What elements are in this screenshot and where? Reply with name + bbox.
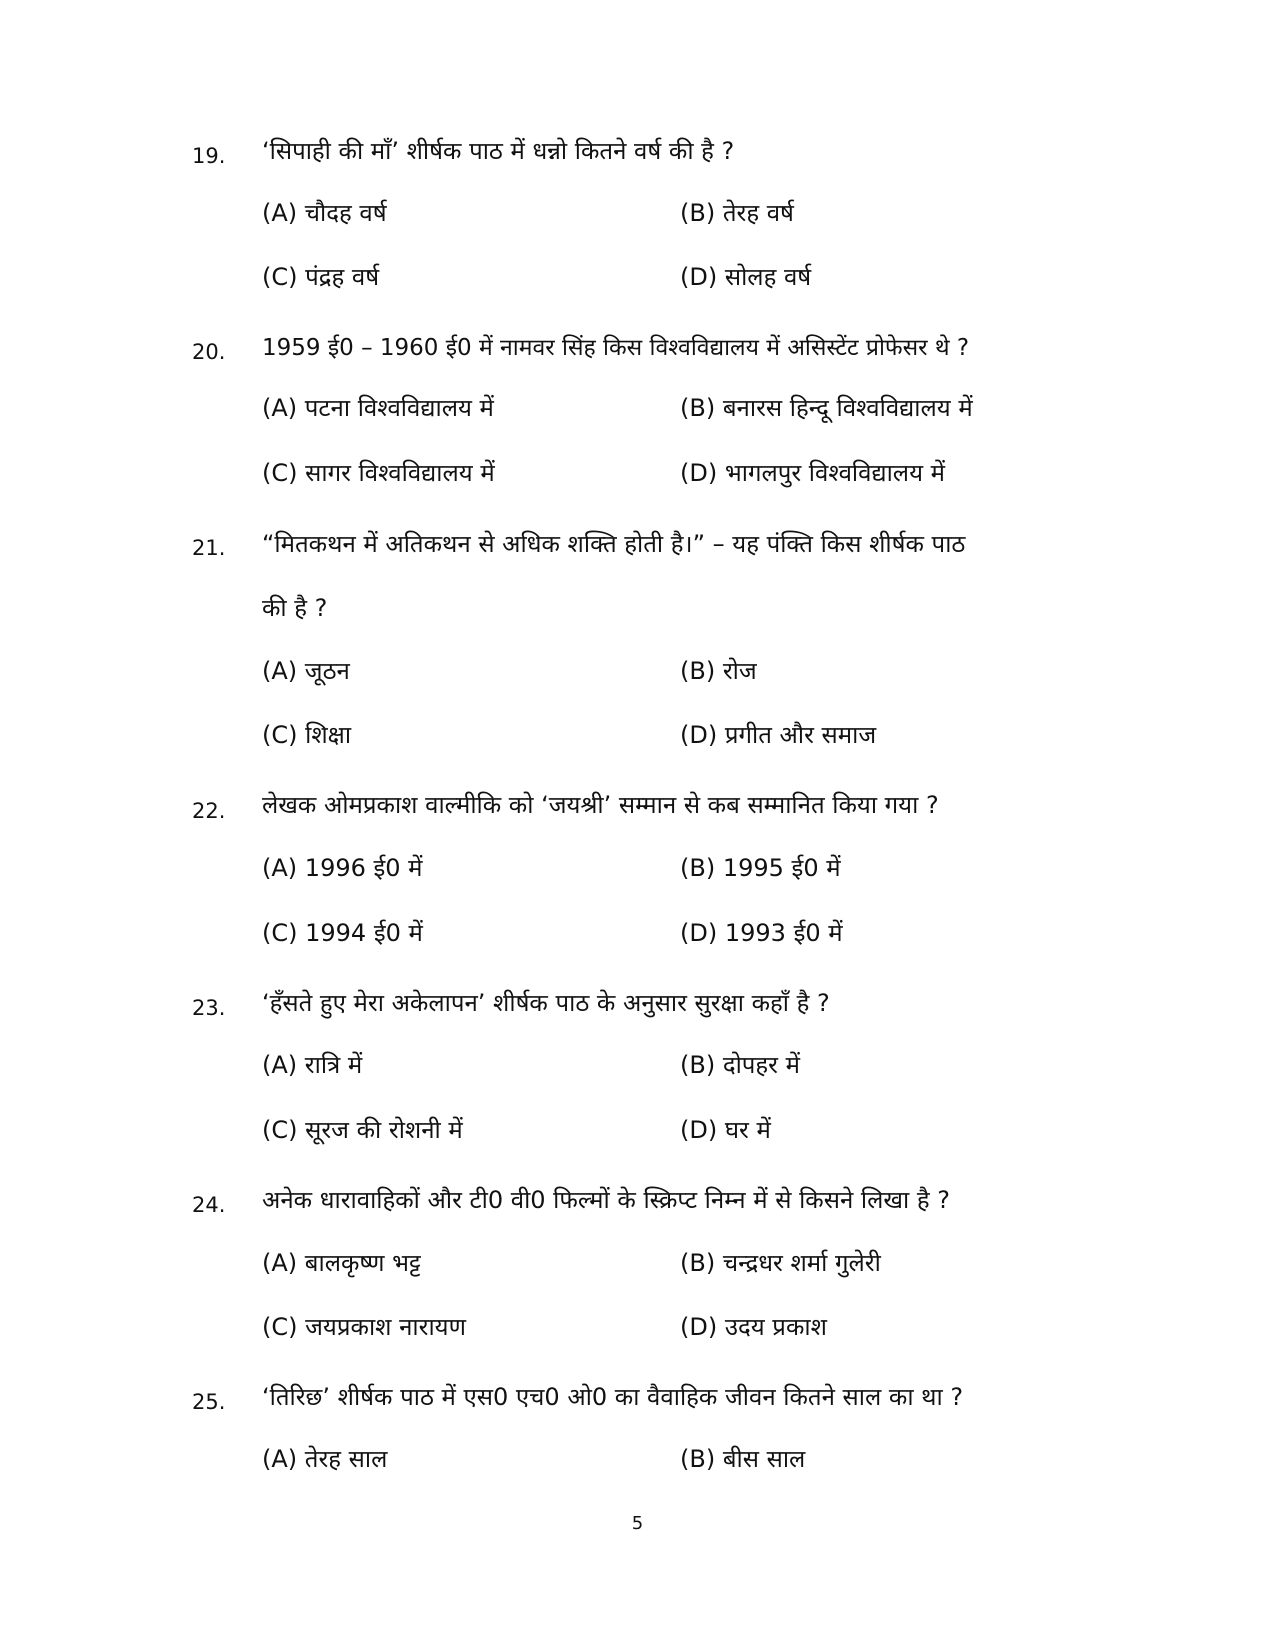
option-label: (D) [680, 1313, 718, 1341]
option-b [680, 1050, 800, 1080]
option-text: चौदह वर्ष [304, 199, 387, 227]
option-text: घर में [724, 1116, 771, 1144]
option-label: (B) [680, 657, 716, 685]
option-text: सागर विश्वविद्यालय में [305, 459, 495, 487]
question-number: 22. [192, 799, 226, 823]
option-text: सोलह वर्ष [724, 263, 812, 291]
option-a [262, 853, 423, 883]
option-label: (C) [262, 919, 298, 947]
option-label: (A) [262, 1051, 298, 1079]
option-label: (B) [680, 1249, 716, 1277]
option-label: (A) [262, 854, 298, 882]
option-d [680, 918, 843, 948]
option-text: चन्द्रधर शर्मा गुलेरी [722, 1249, 881, 1277]
option-text: 1995 ई0 में [722, 854, 841, 882]
question-text: ‘सिपाही की माँ’ शीर्षक पाठ में धन्नो कितने वर्ष की है ? [262, 137, 735, 165]
option-label: (C) [262, 1116, 298, 1144]
option-text: बनारस हिन्दू विश्वविद्यालय में [722, 394, 973, 422]
option-b [680, 1444, 805, 1474]
option-text: रात्रि में [304, 1051, 363, 1079]
option-d [680, 1115, 771, 1145]
option-text: बालकृष्ण भट्ट [304, 1249, 421, 1277]
question-number: 19. [192, 144, 226, 168]
option-text: 1994 ई0 में [305, 919, 423, 947]
question-text: 1959 ई0 – 1960 ई0 में नामवर सिंह किस विश्वविद्यालय में असिस्टेंट प्रोफेसर थे ? [262, 335, 970, 361]
option-text: जयप्रकाश नारायण [305, 1313, 466, 1341]
option-text: पंद्रह वर्ष [305, 263, 380, 291]
option-a [262, 1248, 421, 1278]
option-b [680, 1248, 881, 1278]
option-d [680, 262, 811, 292]
option-text: शिक्षा [305, 721, 352, 749]
option-text: तेरह साल [304, 1445, 388, 1473]
option-b [680, 853, 841, 883]
option-a [262, 1444, 387, 1474]
option-c [262, 918, 423, 948]
option-label: (D) [680, 459, 718, 487]
option-label: (D) [680, 721, 718, 749]
option-label: (D) [680, 919, 718, 947]
option-c [262, 720, 351, 750]
option-c [262, 1115, 463, 1145]
option-b [680, 393, 973, 423]
option-c [262, 458, 495, 488]
question-text-continued: की है ? [262, 594, 328, 622]
question-number: 21. [192, 536, 226, 560]
option-d [680, 458, 945, 488]
option-text: पटना विश्वविद्यालय में [304, 394, 494, 422]
option-text: दोपहर में [722, 1051, 800, 1079]
page-number: 5 [631, 1513, 644, 1534]
option-label: (C) [262, 1313, 298, 1341]
option-label: (A) [262, 199, 298, 227]
option-label: (B) [680, 1051, 716, 1079]
option-a [262, 656, 350, 686]
option-text: भागलपुर विश्वविद्यालय में [724, 459, 945, 487]
option-d [680, 720, 876, 750]
option-text: प्रगीत और समाज [724, 721, 877, 749]
option-a [262, 198, 387, 228]
question-text: अनेक धारावाहिकों और टी0 वी0 फिल्मों के स्क्रिप्ट निम्न में से किसने लिखा है ? [262, 1186, 950, 1214]
question-text: लेखक ओमप्रकाश वाल्मीकि को ‘जयश्री’ सम्मान से कब सम्मानित किया गया ? [262, 791, 939, 819]
question-text: ‘हँसते हुए मेरा अकेलापन’ शीर्षक पाठ के अनुसार सुरक्षा कहाँ है ? [262, 989, 830, 1017]
option-b [680, 198, 794, 228]
option-label: (A) [262, 1249, 298, 1277]
option-label: (A) [262, 394, 298, 422]
option-text: सूरज की रोशनी में [305, 1116, 463, 1144]
option-label: (B) [680, 1445, 716, 1473]
question-text: “मितकथन में अतिकथन से अधिक शक्ति होती है।” – यह पंक्ति किस शीर्षक पाठ [262, 530, 966, 558]
option-text: 1993 ई0 में [724, 919, 843, 947]
option-text: जूठन [304, 657, 350, 685]
option-label: (D) [680, 263, 718, 291]
option-label: (C) [262, 721, 298, 749]
option-label: (A) [262, 657, 298, 685]
question-text: ‘तिरिछ’ शीर्षक पाठ में एस0 एच0 ओ0 का वैवाहिक जीवन कितने साल का था ? [262, 1383, 964, 1411]
option-c [262, 262, 379, 292]
option-text: उदय प्रकाश [724, 1313, 827, 1341]
option-label: (C) [262, 459, 298, 487]
option-a [262, 393, 494, 423]
option-d [680, 1312, 827, 1342]
option-c [262, 1312, 466, 1342]
option-label: (A) [262, 1445, 298, 1473]
option-a [262, 1050, 362, 1080]
question-number: 20. [192, 340, 226, 364]
option-label: (D) [680, 1116, 718, 1144]
option-text: बीस साल [722, 1445, 806, 1473]
question-number: 25. [192, 1390, 226, 1414]
question-number: 24. [192, 1193, 226, 1217]
option-text: रोज [722, 657, 757, 685]
option-label: (B) [680, 199, 716, 227]
option-b [680, 656, 757, 686]
option-label: (C) [262, 263, 298, 291]
question-number: 23. [192, 996, 226, 1020]
option-text: 1996 ई0 में [304, 854, 423, 882]
option-label: (B) [680, 394, 716, 422]
option-label: (B) [680, 854, 716, 882]
option-text: तेरह वर्ष [722, 199, 794, 227]
